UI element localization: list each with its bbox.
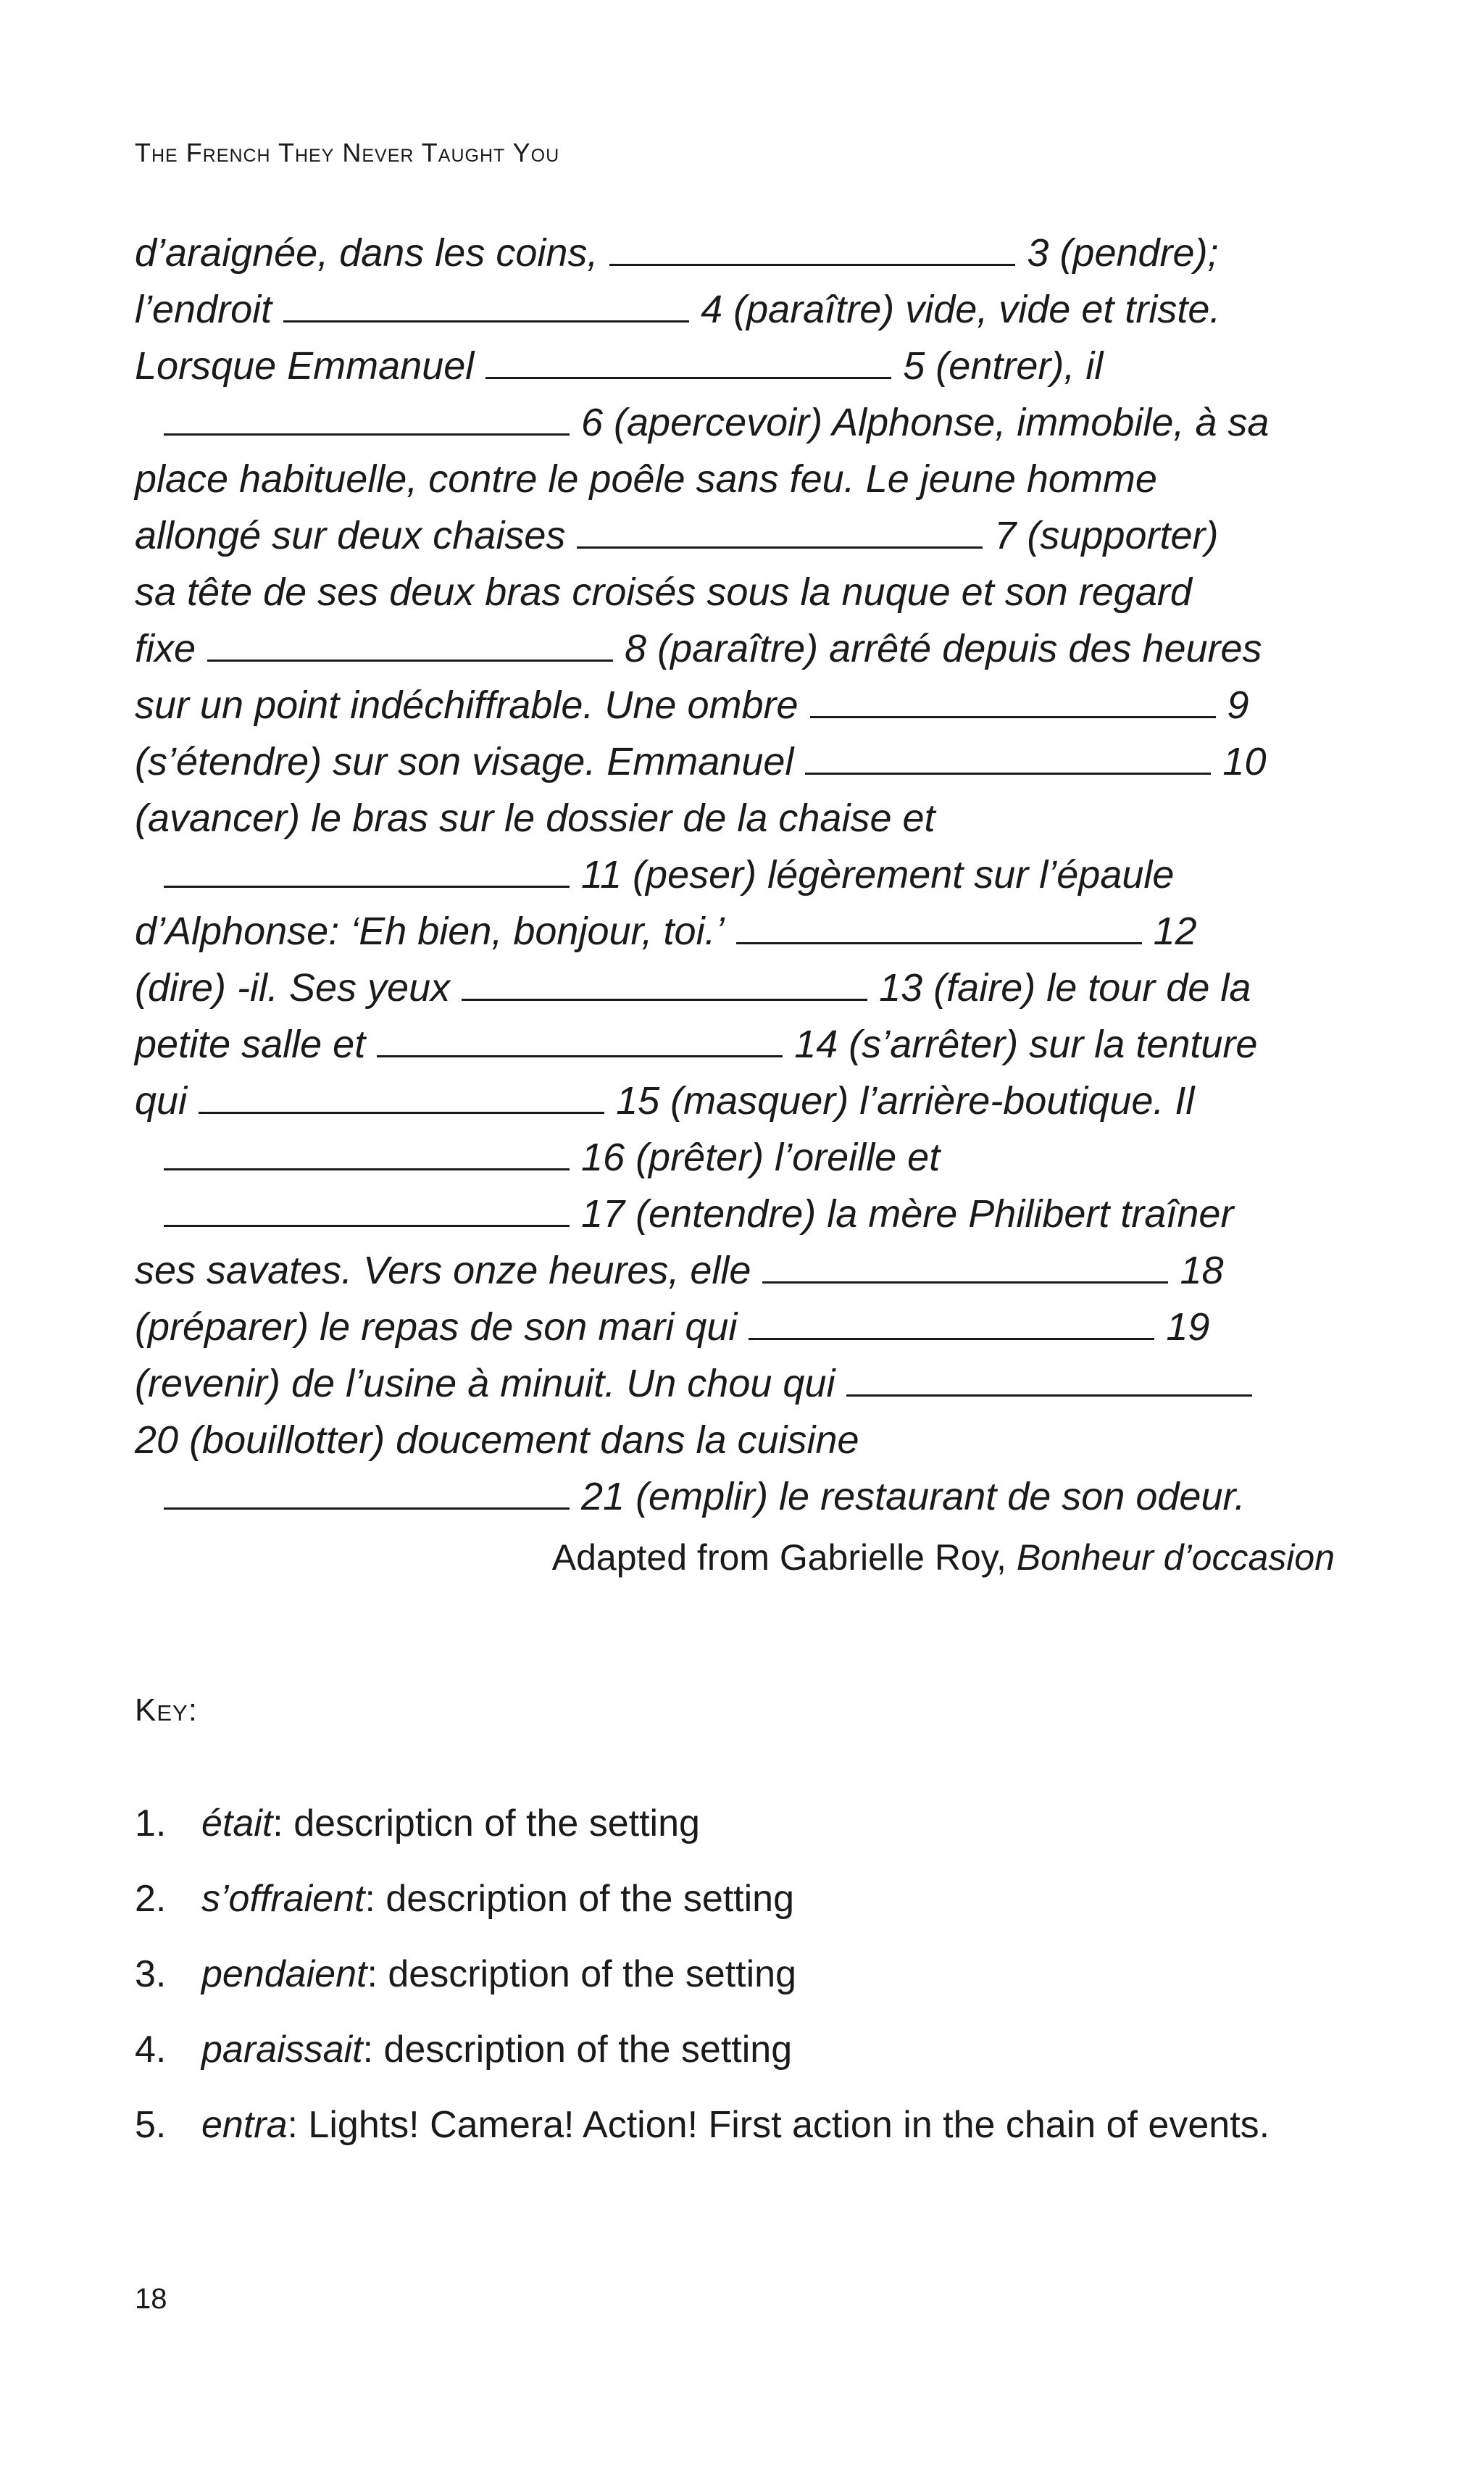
key-item-verb: s’offraient: [201, 1878, 365, 1920]
key-item: [135, 2023, 1367, 2076]
answer-blank[interactable]: [164, 1132, 570, 1170]
passage-text: (préparer) le repas de son mari qui: [135, 1305, 738, 1349]
running-header-text: The French They Never Taught You: [135, 138, 560, 167]
passage-text-after-blank: 5 (entrer), il: [903, 344, 1104, 388]
answer-blank[interactable]: [164, 397, 570, 436]
answer-blank[interactable]: [846, 1358, 1252, 1397]
key-item: [135, 1948, 1367, 2000]
key-item-verb: était: [201, 1802, 273, 1844]
answer-blank[interactable]: [810, 680, 1216, 718]
key-item-description: : description of the setting: [364, 1878, 795, 1920]
passage-text-after-blank: 4 (paraître) vide, vide et triste.: [701, 288, 1221, 331]
key-item-number: 2.: [135, 1878, 167, 1920]
passage-text: (s’étendre) sur son visage. Emmanuel: [135, 740, 794, 783]
passage-line: [135, 1186, 1367, 1242]
passage-line: [135, 1073, 1367, 1129]
running-header: [135, 138, 559, 168]
passage-text: d’Alphonse: ‘Eh bien, bonjour, toi.’: [135, 910, 725, 953]
passage-text: 20 (bouillotter) doucement dans la cuisine: [135, 1418, 859, 1462]
page-number: 18: [135, 2283, 167, 2315]
answer-blank[interactable]: [283, 284, 689, 323]
passage-line: [135, 1016, 1367, 1073]
passage-text-after-blank: 16 (prêter) l’oreille et: [581, 1136, 941, 1179]
passage-text: l’endroit: [135, 288, 272, 331]
passage-line: [135, 790, 1367, 847]
key-item-verb: paraissait: [201, 2029, 363, 2071]
key-item-description: : descripticn of the setting: [272, 1802, 700, 1844]
answer-blank[interactable]: [377, 1019, 783, 1057]
passage-text: sur un point indéchiffrable. Une ombre: [135, 683, 799, 727]
passage-line: [135, 451, 1367, 507]
passage-line: [135, 564, 1367, 620]
passage-text: fixe: [135, 627, 196, 670]
answer-blank[interactable]: [207, 623, 613, 662]
passage-text: (dire) -il. Ses yeux: [135, 966, 451, 1010]
passage-line: [135, 677, 1367, 733]
key-item-description: : description of the setting: [362, 2029, 793, 2071]
key-item-number: 4.: [135, 2029, 167, 2071]
passage-text: sa tête de ses deux bras croisés sous la nuque et son regard: [135, 570, 1192, 614]
passage-line: [135, 733, 1367, 790]
passage-text: (avancer) le bras sur le dossier de la chaise et: [135, 796, 935, 840]
passage-line: [135, 903, 1367, 960]
passage-text-after-blank: 10: [1222, 740, 1267, 783]
answer-blank[interactable]: [762, 1245, 1168, 1284]
answer-blank[interactable]: [736, 906, 1142, 944]
answer-blank[interactable]: [462, 962, 867, 1001]
passage-line: [135, 394, 1367, 451]
key-item-number: 3.: [135, 1953, 167, 1995]
passage-line: [135, 620, 1367, 677]
passage-line: [135, 1468, 1367, 1525]
key-item: [135, 1797, 1367, 1850]
passage-text: allongé sur deux chaises: [135, 514, 566, 557]
passage-line: [135, 225, 1367, 281]
key-item-verb: pendaient: [201, 1953, 367, 1995]
key-item: [135, 2099, 1367, 2151]
passage-text: Lorsque Emmanuel: [135, 344, 475, 388]
passage-text: (revenir) de l’usine à minuit. Un chou qui: [135, 1362, 835, 1405]
passage-line: [135, 847, 1367, 903]
key-item-verb: entra: [201, 2104, 288, 2146]
answer-blank[interactable]: [164, 1189, 570, 1227]
key-item-number: 1.: [135, 1802, 167, 1844]
passage-text: petite salle et: [135, 1023, 366, 1066]
passage-line: [135, 1299, 1367, 1355]
passage-text-after-blank: 13 (faire) le tour de la: [879, 966, 1251, 1010]
key-item-number: 5.: [135, 2104, 167, 2146]
answer-blank[interactable]: [749, 1302, 1154, 1340]
passage-text: qui: [135, 1079, 188, 1123]
answer-blank[interactable]: [577, 510, 983, 549]
passage-line: [135, 1355, 1367, 1412]
passage-line: [135, 1242, 1367, 1299]
passage-text-after-blank: 9: [1227, 683, 1249, 727]
answer-blank[interactable]: [199, 1076, 604, 1114]
passage-text-after-blank: 3 (pendre);: [1027, 231, 1219, 275]
key-item: [135, 1873, 1367, 1925]
passage-text: place habituelle, contre le poêle sans feu. Le jeune homme: [135, 457, 1157, 501]
passage-text: d’araignée, dans les coins,: [135, 231, 599, 275]
passage-text-after-blank: 15 (masquer) l’arrière-boutique. Il: [616, 1079, 1195, 1123]
answer-blank[interactable]: [164, 1471, 570, 1510]
passage-line: [135, 1129, 1367, 1186]
passage-text-after-blank: 11 (peser) légèrement sur l’épaule: [581, 853, 1175, 897]
key-label: Key:: [135, 1692, 198, 1728]
passage-text-after-blank: 8 (paraître) arrêté depuis des heures: [625, 627, 1262, 670]
passage-text-after-blank: 7 (supporter): [994, 514, 1219, 557]
answer-blank[interactable]: [609, 228, 1015, 266]
passage-line: [135, 338, 1367, 394]
attribution-prefix: Adapted from Gabrielle Roy,: [551, 1537, 1017, 1578]
passage-text: ses savates. Vers onze heures, elle: [135, 1249, 751, 1292]
passage-text-after-blank: 12: [1153, 910, 1197, 953]
passage-line: [135, 1412, 1367, 1468]
key-item-description: : Lights! Camera! Action! First action in the chain of events.: [287, 2104, 1270, 2146]
attribution-work: Bonheur d’occasion: [1016, 1537, 1335, 1578]
passage-text-after-blank: 17 (entendre) la mère Philibert traîner: [581, 1192, 1234, 1236]
answer-blank[interactable]: [805, 736, 1211, 775]
passage-text-after-blank: 18: [1180, 1249, 1224, 1292]
passage-line: [135, 960, 1367, 1016]
passage-line: [135, 281, 1367, 338]
passage-line: [135, 507, 1367, 564]
passage-text-after-blank: 6 (apercevoir) Alphonse, immobile, à sa: [581, 401, 1270, 444]
key-heading: [135, 1692, 198, 1729]
key-item-description: : description of the setting: [367, 1953, 797, 1995]
passage-text-after-blank: 21 (emplir) le restaurant de son odeur.: [581, 1475, 1246, 1518]
answer-blank[interactable]: [164, 849, 570, 888]
answer-blank[interactable]: [485, 341, 891, 379]
key-list: [135, 1797, 1367, 2174]
passage-text-after-blank: 19: [1166, 1305, 1210, 1349]
passage-text-after-blank: 14 (s’arrêter) sur la tenture: [794, 1023, 1258, 1066]
source-attribution: [552, 1536, 1335, 1578]
exercise-passage: [135, 225, 1367, 1525]
